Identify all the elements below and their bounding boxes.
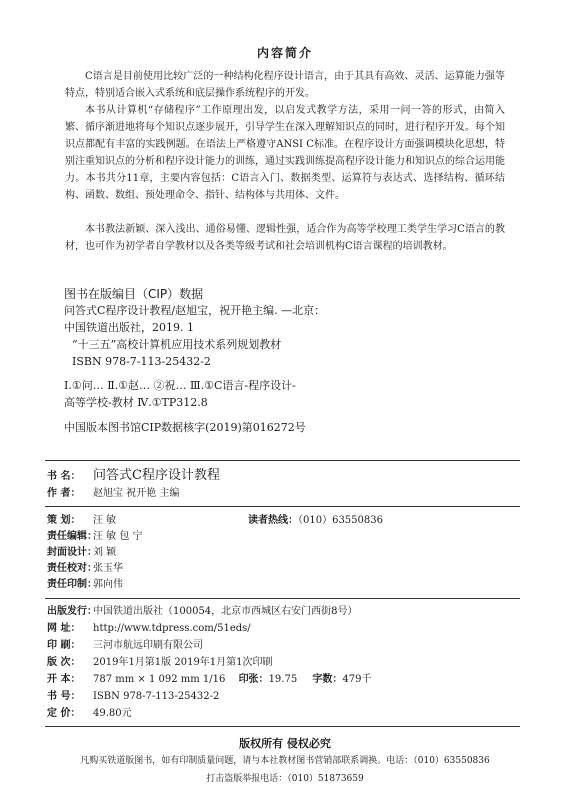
summary-paragraph-3: 本书教法新颖、深入浅出、通俗易懂、逻辑性强，适合作为高等学校理工类学生学习C语言的教材，也可作为初学者自学教材以及各类等级考试和社会培训机构C语言课程的培训教材。 — [65, 224, 505, 252]
cover-designer: 刘 颖 — [93, 547, 117, 558]
label: 责任编辑： — [47, 531, 97, 542]
label: 出版发行： — [47, 606, 97, 617]
quality-notice: 凡购买铁道版图书，如有印制质量问题，请与本社教材图书营销部联系调换。电话：（010）63550836 — [80, 756, 490, 766]
cip-isbn: ISBN 978-7-113-25432-2 — [72, 355, 211, 368]
divider — [45, 726, 520, 727]
edition: 2019年1月第1版 2019年1月第1次印刷 — [93, 657, 273, 668]
label: 版 次： — [47, 657, 81, 668]
cip-note: 中国版本图书馆CIP数据核字(2019)第016272号 — [64, 421, 306, 434]
sheets: 19.75 — [268, 674, 298, 685]
cip-line: Ⅰ.①问… Ⅱ.①赵… ②祝… Ⅲ.①C语言-程序设计- — [64, 379, 296, 392]
label: 字数： — [312, 674, 343, 685]
label: 印 刷： — [47, 640, 81, 651]
print-row — [47, 578, 123, 592]
word-count: 479千 — [342, 674, 372, 685]
label: 作 者： — [47, 488, 81, 499]
web-row — [47, 622, 251, 636]
price-row — [47, 707, 132, 721]
authors: 赵旭宝 祝开艳 主编 — [93, 488, 180, 499]
label: 责任校对： — [47, 563, 97, 574]
cip-line: 中国铁道出版社，2019. 1 — [64, 321, 194, 334]
divider — [45, 598, 520, 599]
price: 49.80元 — [93, 708, 132, 719]
summary-paragraph-2: 本书从计算机“存储程序”工作原理出发，以启发式教学方法，采用一问一答的形式，由简入繁、循序渐进地将每个知识点逐步展开，引导学生在深入理解知识点的同时，进行程序开发。每个知识点都配有丰富的实践例题。在语法上严格遵守ANSI C标准。在程序设计方面强调模块化思想，特别注重知识点的分析和程序设计能力的训练，通过实践训练提高程序设计能力和知识点的综合运用能力。本书共分11章，主要内容包括：C语言入门、数据类型、运算符与表达式、选择结构、循环结构、函数、数组、预处理命令、指针、结构体与共用体、文件。 — [65, 105, 505, 201]
proof-row — [47, 562, 123, 576]
rights-notice: 版权所有 侵权必究 — [239, 737, 331, 750]
book-title: 问答式C程序设计教程 — [93, 468, 220, 483]
divider — [45, 460, 520, 461]
edition-row — [47, 656, 273, 670]
label: 书 号： — [47, 691, 81, 702]
format-row — [47, 673, 371, 687]
editors: 汪 敏 包 宁 — [93, 531, 143, 542]
label: 印张： — [238, 674, 269, 685]
label: 封面设计： — [47, 547, 97, 558]
summary-paragraph-1: C语言是目前使用比较广泛的一种结构化程序设计语言，由于其具有高效、灵活、运算能力强等特点，特别适合嵌入式系统和底层操作系统程序的开发。 — [65, 71, 505, 99]
isbn-row — [47, 690, 219, 704]
planner-row — [47, 514, 116, 528]
proofreader: 张玉华 — [93, 563, 123, 574]
label: 定 价： — [47, 708, 81, 719]
editor-row — [47, 530, 143, 544]
printer: 三河市航远印刷有限公司 — [93, 640, 203, 651]
label: 策 划： — [47, 515, 81, 526]
cip-heading: 图书在版编目（CIP）数据 — [64, 287, 204, 301]
label: 责任印制： — [47, 579, 97, 590]
label: 网 址： — [47, 623, 81, 634]
piracy-hotline: 打击盗版举报电话：（010）51873659 — [206, 774, 364, 784]
author-row — [47, 487, 179, 501]
label: 读者热线： — [248, 515, 298, 526]
cip-line: 问答式C程序设计教程/赵旭宝，祝开艳主编. —北京： — [64, 304, 326, 317]
printer-row — [47, 639, 203, 653]
format: 787 mm × 1 092 mm 1/16 — [93, 674, 226, 685]
book-title-row — [47, 469, 220, 484]
website: http://www.tdpress.com/51eds/ — [93, 623, 251, 634]
hotline: （010）63550836 — [298, 515, 383, 526]
publisher-row — [47, 605, 358, 619]
planner: 汪 敏 — [93, 515, 117, 526]
cip-line: 高等学校-教材 Ⅳ.①TP312.8 — [64, 396, 208, 409]
label: 书 名： — [47, 471, 81, 482]
label: 开 本： — [47, 674, 81, 685]
divider — [45, 506, 520, 507]
cip-line: “十三五”高校计算机应用技术系列规划教材 — [72, 338, 282, 351]
cover-row — [47, 546, 116, 560]
hotline-row — [248, 514, 383, 528]
isbn: ISBN 978-7-113-25432-2 — [93, 691, 220, 702]
publisher: 中国铁道出版社（100054，北京市西城区右安门西街8号） — [93, 606, 358, 617]
print-manager: 郭向伟 — [93, 579, 123, 590]
summary-title: 内容简介 — [256, 46, 313, 60]
